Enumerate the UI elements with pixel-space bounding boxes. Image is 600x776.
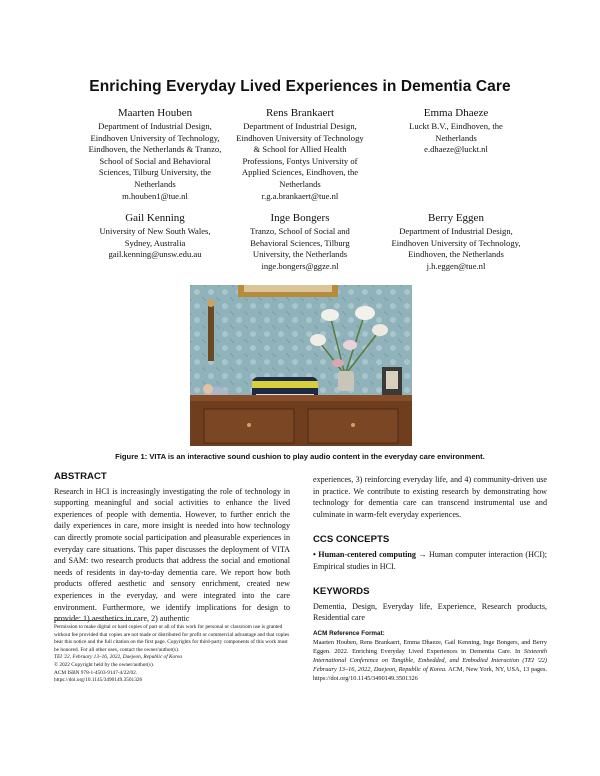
author-affiliation: Eindhoven University of Technology,: [90, 132, 220, 143]
reference-tail[interactable]: ACM, New York, NY, USA, 13 pages. https://doi.org/10.1145/3490149.3501326: [313, 666, 548, 682]
author-block-3: [366, 106, 546, 156]
reference-heading: ACM Reference Format:: [313, 630, 385, 637]
figure-caption: Figure 1: VITA is an interactive sound cushion to play audio content in the everyday care environment.: [115, 452, 485, 461]
author-affiliation: Department of Industrial Design,: [98, 121, 212, 131]
permission-text: Permission to make digital or hard copies of part or all of this work for personal or classroom use is granted without fee provided that copies are not made or distributed for profit or commercial advantage and that copies bear this notice and the full citation on the first page. Copyrights for third-party components of this work must be honored. For all other uses, contact the owner/author(s).: [54, 624, 290, 653]
author-name: Berry Eggen: [428, 212, 484, 224]
room-scene-illustration: [190, 285, 412, 446]
author-affiliation: Luckt B.V., Eindhoven, the: [409, 121, 503, 131]
author-email[interactable]: e.dhaeze@luckt.nl: [424, 144, 488, 155]
author-affiliation: Department of Industrial Design,: [243, 121, 357, 131]
abstract-continuation: experiences, 3) reinforcing everyday life, and 4) community-driven use in practice. We contribute to existing research by demonstrating how technology for dementia care can transcend instrumental use and culminate in warm-felt everyday experiences.: [313, 475, 547, 519]
author-affiliation: Netherlands: [435, 132, 477, 143]
author-email[interactable]: r.g.a.brankaert@tue.nl: [261, 190, 339, 201]
author-block-5: [210, 211, 390, 272]
author-affiliation: Netherlands: [134, 178, 176, 189]
author-name: Gail Kenning: [125, 212, 185, 224]
venue-text: TEI '22, February 13–16, 2022, Daejeon, Republic of Korea: [54, 654, 183, 661]
paper-title: Enriching Everyday Lived Experiences in Dementia Care: [89, 78, 511, 95]
isbn-line: ACM ISBN 978-1-4503-9147-4/22/02.: [54, 669, 138, 676]
reference-authors: Maarten Houben, Rens Brankaert, Emma Dhaeze, Gail Kenning, Inge Bongers, and Berry Eggen. 2022. Enriching Everyday Lived Experiences in Dementia Care. In: [313, 639, 547, 655]
author-affiliation: Eindhoven University of Technology,: [391, 237, 521, 248]
doi-link[interactable]: https://doi.org/10.1145/3490149.3501326: [54, 677, 143, 684]
author-affiliation: Professions, Fontys University of: [242, 155, 358, 166]
author-name: Maarten Houben: [117, 107, 193, 119]
author-affiliation: Eindhoven, the Netherlands: [408, 249, 504, 260]
reference-venue: Sixteenth International Conference on Tangible, Embedded, and Embodied Interaction (TEI '22) February 13–16, 2022, Daejeon, Republic of Korea.: [313, 648, 547, 673]
author-email[interactable]: gail.kenning@unsw.edu.au: [108, 249, 202, 260]
author-affiliation: Department of Industrial Design,: [399, 226, 513, 236]
abstract-heading: ABSTRACT: [54, 471, 107, 482]
abstract-text: Research in HCI is increasingly investigating the role of technology in supporting meaningful and social activities to enhance the lived experiences of people with dementia. However, to further enrich the daily experiences in care, more insight is needed into how technology can directly promote social participation and pleasurable experiences in everyday care situations. This paper discusses the deployment of VITA and SAM: two research products that address the social and emotional needs of residents in day-to-day dementia care. We report how both products offered aesthetic and sensory enrichment, created new experiences in the everyday, and were integrated into the care environment. Furthermore, we identify implications for design to provide: 1) aesthetics in care, 2) authentic: [54, 486, 290, 624]
copyright-line: © 2022 Copyright held by the owner/author(s).: [54, 661, 155, 668]
author-affiliation: Sydney, Australia: [124, 237, 186, 248]
ccs-bold: • Human-centered computing: [313, 549, 416, 559]
ccs-arrow: →: [418, 549, 427, 559]
author-block-6: [366, 211, 546, 272]
author-block-2: [210, 106, 390, 202]
right-column: [313, 474, 547, 624]
ccs-concepts: Human computer interaction (HCI); Empirical studies in HCI.: [313, 549, 548, 571]
acm-reference: [313, 629, 547, 683]
author-affiliation: School of Social and Behavioral: [99, 155, 211, 166]
author-affiliation: Behavioral Sciences, Tilburg: [250, 237, 350, 248]
keywords-text: Dementia, Design, Everyday life, Experience, Research products, Residential care: [313, 601, 547, 623]
author-email[interactable]: m.houben1@tue.nl: [122, 190, 188, 201]
keywords-heading: KEYWORDS: [313, 586, 370, 598]
permission-block: [54, 624, 290, 685]
author-affiliation: & School for Allied Health: [253, 144, 347, 155]
author-name: Rens Brankaert: [265, 107, 335, 119]
ccs-heading: CCS CONCEPTS: [313, 534, 390, 546]
author-email[interactable]: inge.bongers@ggze.nl: [261, 260, 339, 271]
author-affiliation: University of New South Wales,: [99, 226, 211, 236]
author-name: Inge Bongers: [270, 212, 330, 224]
author-name: Emma Dhaeze: [423, 107, 489, 119]
author-affiliation: Sciences, Tilburg University, the: [98, 167, 212, 178]
figure-photo: [190, 285, 412, 446]
author-affiliation: Eindhoven University of Technology: [236, 132, 364, 143]
author-affiliation: Netherlands: [279, 178, 321, 189]
ccs-text: [313, 549, 547, 572]
author-affiliation: Eindhoven, the Netherlands & Tranzo,: [88, 144, 222, 155]
author-affiliation: Applied Sciences, Eindhoven, the: [241, 167, 359, 178]
author-affiliation: Tranzo, School of Social and: [250, 226, 350, 236]
author-email[interactable]: j.h.eggen@tue.nl: [426, 260, 486, 271]
venue-line: [54, 654, 290, 662]
author-affiliation: University, the Netherlands: [252, 249, 348, 260]
footnote-rule: [54, 620, 138, 621]
left-column: [54, 471, 290, 625]
